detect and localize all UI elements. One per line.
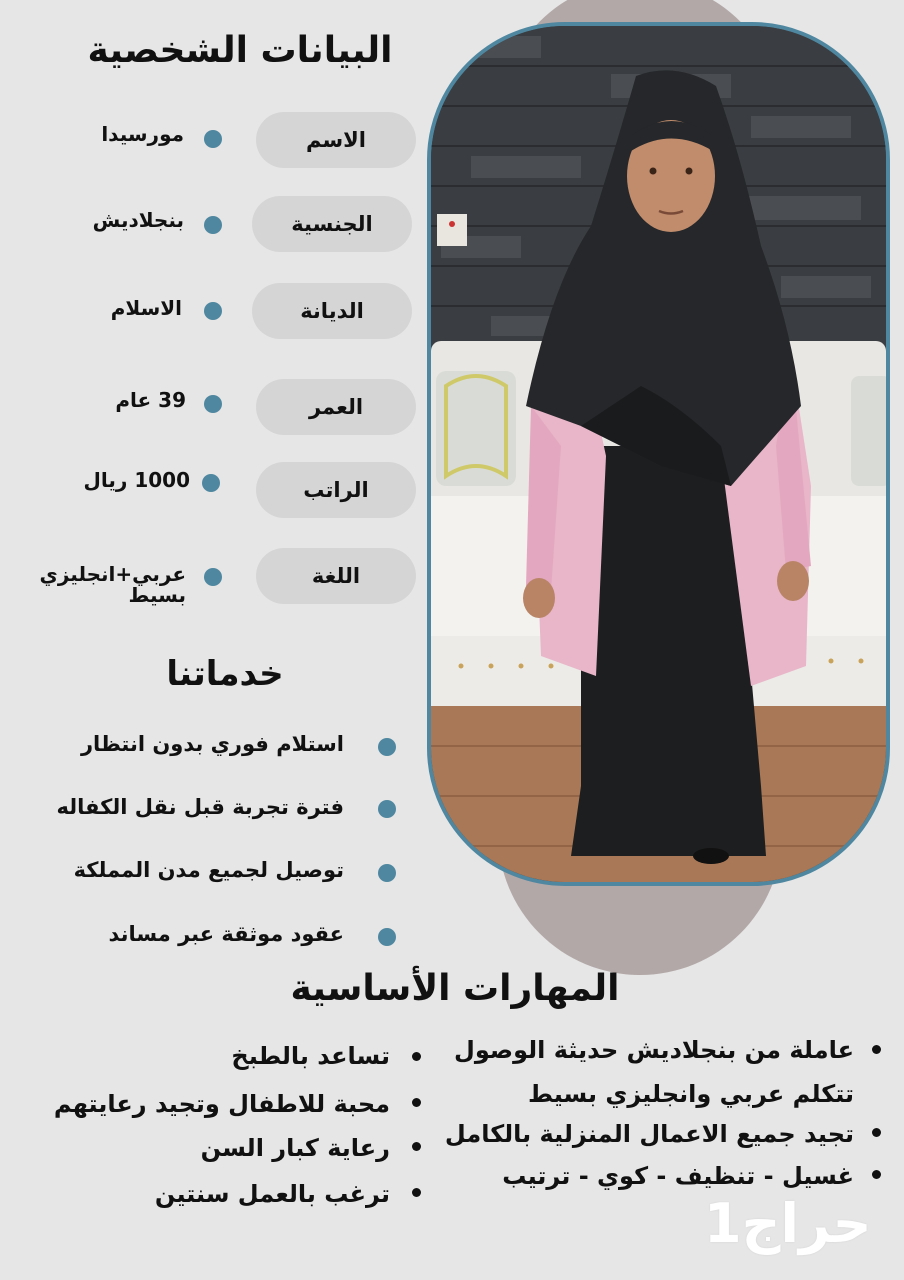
- nationality-value: بنجلاديش: [92, 208, 184, 232]
- skill-item: تتكلم عربي وانجليزي بسيط: [528, 1080, 854, 1108]
- bullet-dot: [412, 1188, 421, 1197]
- service-item: استلام فوري بدون انتظار: [80, 732, 344, 756]
- bullet-dot: [378, 800, 396, 818]
- skill-item: تجيد جميع الاعمال المنزلية بالكامل: [444, 1120, 854, 1148]
- bullet-dot: [872, 1128, 881, 1137]
- skill-item: غسيل - تنظيف - كوي - ترتيب: [502, 1162, 854, 1190]
- age-value: 39 عام: [115, 388, 186, 412]
- worker-photo-illustration: [431, 26, 886, 882]
- language-label: اللغة: [256, 548, 416, 604]
- name-label: الاسم: [256, 112, 416, 168]
- language-value: عربي+انجليزي بسيط: [39, 562, 186, 607]
- skill-item: تساعد بالطبخ: [231, 1042, 390, 1070]
- salary-value: 1000 ريال: [83, 468, 190, 492]
- bullet-dot: [378, 864, 396, 882]
- nationality-label: الجنسية: [252, 196, 412, 252]
- age-label: العمر: [256, 379, 416, 435]
- bullet-dot: [204, 395, 222, 413]
- skills-title: المهارات الأساسية: [290, 968, 620, 1009]
- bullet-dot: [204, 302, 222, 320]
- watermark-logo: حراج1: [704, 1192, 872, 1255]
- skill-item: عاملة من بنجلاديش حديثة الوصول: [454, 1036, 854, 1064]
- skill-item: ترغب بالعمل سنتين: [154, 1180, 390, 1208]
- bullet-dot: [204, 130, 222, 148]
- service-item: عقود موثقة عبر مساند: [108, 922, 344, 946]
- name-value: مورسيدا: [101, 122, 184, 146]
- bullet-dot: [378, 928, 396, 946]
- service-item: توصيل لجميع مدن المملكة: [73, 858, 344, 882]
- services-title: خدماتنا: [166, 654, 284, 694]
- skill-item: رعاية كبار السن: [200, 1134, 390, 1162]
- personal-info-title: البيانات الشخصية: [87, 30, 393, 71]
- religion-value: الاسلام: [110, 296, 182, 320]
- bullet-dot: [412, 1142, 421, 1151]
- service-item: فترة تجربة قبل نقل الكفاله: [56, 795, 344, 819]
- skill-item: محبة للاطفال وتجيد رعايتهم: [53, 1090, 390, 1118]
- bullet-dot: [412, 1052, 421, 1061]
- bullet-dot: [204, 216, 222, 234]
- bullet-dot: [202, 474, 220, 492]
- bullet-dot: [872, 1045, 881, 1054]
- bullet-dot: [378, 738, 396, 756]
- worker-photo: [427, 22, 890, 886]
- salary-label: الراتب: [256, 462, 416, 518]
- bullet-dot: [204, 568, 222, 586]
- religion-label: الديانة: [252, 283, 412, 339]
- bullet-dot: [412, 1098, 421, 1107]
- bullet-dot: [872, 1170, 881, 1179]
